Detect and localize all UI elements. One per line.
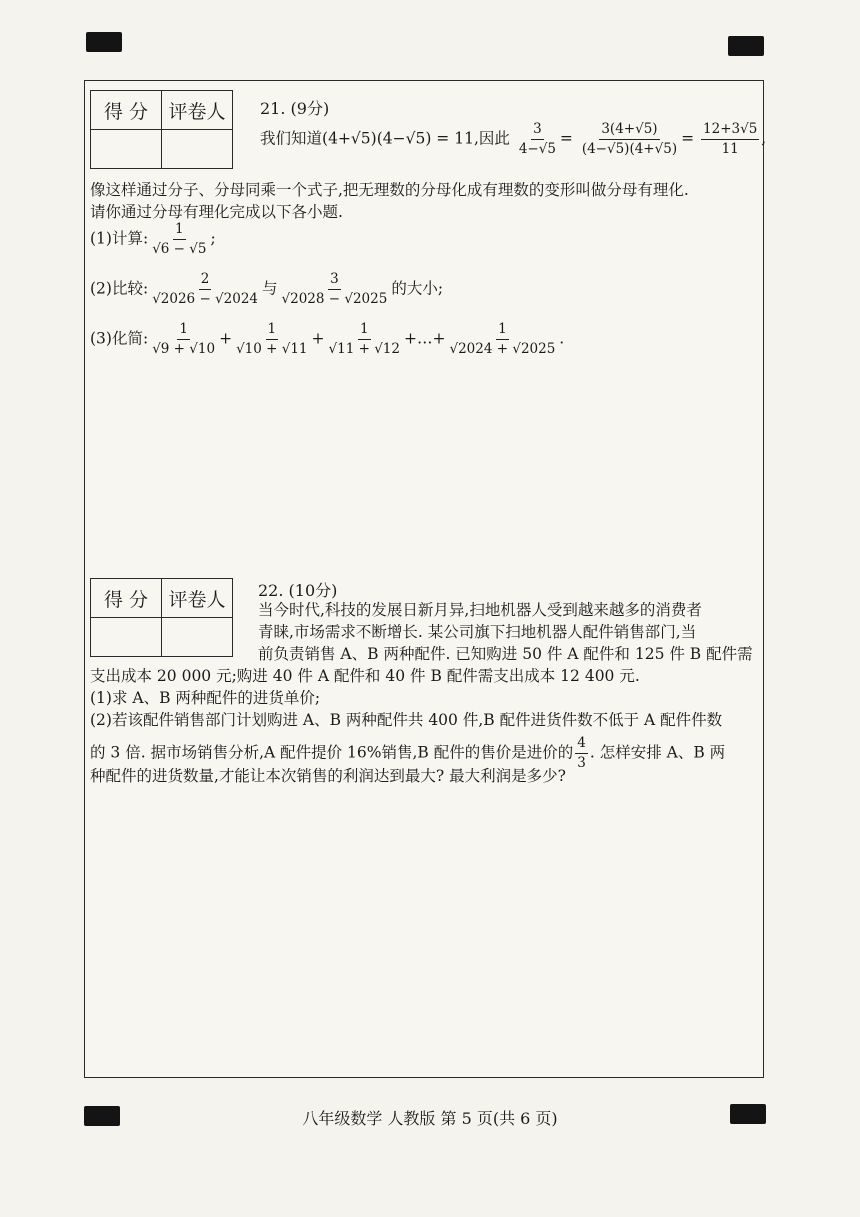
q21-known-prefix: 我们知道: [260, 129, 323, 148]
q21-part-2-end: 的大小;: [391, 279, 444, 298]
q21-frac2-den: (4−√5)(4+√5): [581, 140, 678, 157]
q22-line-8: 种配件的进货数量,才能让本次销售的利润达到最大? 最大利润是多少?: [90, 767, 566, 785]
q21-fraction-1: [517, 122, 558, 157]
q22-fraction-4-3: [575, 736, 588, 771]
q21-p1-den: √6 − √5: [152, 240, 207, 257]
q21-text-1: 像这样通过分子、分母同乘一个式子,把无理数的分母化成有理数的变形叫做分母有理化.: [90, 181, 689, 199]
q21-part-3-dots: +…+: [404, 329, 446, 348]
q21-frac3-den: 11: [721, 140, 739, 157]
q22-score-table: [90, 578, 233, 657]
q21-score-table: [90, 90, 233, 169]
q21-part-3-term-4: [447, 322, 557, 357]
q21-known-line: 我们知道(4+√5)(4−√5) = 11,因此 $\frac{3}{4-√5}$ = $\frac{3(4+√5)}{(4-√5)(4+√5)}$ = $\frac{12+3√5}{11}$ ,: [260, 121, 767, 157]
q21-title: 21. (9分): [260, 99, 330, 118]
q21-part-1-fraction: [150, 222, 208, 257]
q22-grader-header: 评卷人: [162, 579, 233, 618]
q21-part-2-fraction-a: [150, 272, 260, 307]
q21-fraction-3: [701, 122, 759, 157]
q21-part-1: (1)计算: $\frac{1}{√6 - √5}$ ;: [90, 221, 216, 257]
q21-fraction-2: [580, 122, 679, 157]
q21-part-2-mid: 与: [262, 279, 278, 298]
registration-mark-top-right: [728, 36, 764, 56]
q22-line-7-a: 的 3 倍. 据市场销售分析,A 配件提价 16%销售,B 配件的售价是进价的: [90, 743, 574, 762]
q22-frac-den: 3: [577, 754, 586, 771]
q22-score-header: 得 分: [91, 579, 162, 618]
q21-p3t2-num: 1: [266, 322, 279, 340]
q21-score-cell[interactable]: [91, 130, 162, 169]
q22-line-7-b: . 怎样安排 A、B 两: [589, 743, 726, 762]
q21-part-2-fraction-b: [280, 272, 390, 307]
q21-grader-cell[interactable]: [162, 130, 233, 169]
q21-part-2-label: (2)比较:: [90, 279, 149, 298]
q21-part-3: (3)化简: $\frac{1}{√9 + √10}$ + $\frac{1}{√10 + √11}$ + $\frac{1}{√11 + √12}$ +…+ $\frac{1}{√2024 + √2025}$ .: [90, 321, 565, 357]
q21-frac1-den: 4−√5: [518, 140, 556, 157]
q21-p3t2-den: √10 + √11: [236, 340, 308, 357]
q21-p2b-den: √2028 − √2025: [281, 290, 388, 307]
q21-frac1-num: 3: [531, 122, 544, 140]
q21-frac3-num: 12+3√5: [701, 122, 759, 140]
q21-frac2-num: 3(4+√5): [599, 122, 659, 140]
q21-known-expr: (4+√5)(4−√5) = 11,因此: [322, 129, 510, 148]
q22-frac-num: 4: [575, 736, 588, 754]
q22-line-4: 支出成本 20 000 元;购进 40 件 A 配件和 40 件 B 配件需支出成本 12 400 元.: [90, 667, 640, 685]
q21-grader-header: 评卷人: [162, 91, 233, 130]
q22-line-3: 前负责销售 A、B 两种配件. 已知购进 50 件 A 配件和 125 件 B 配件需: [258, 645, 753, 663]
q22-part-2: (2)若该配件销售部门计划购进 A、B 两种配件共 400 件,B 配件进货件数不低于 A 配件件数: [90, 711, 723, 729]
registration-mark-top-left: [86, 32, 122, 52]
q21-p3t1-num: 1: [177, 322, 190, 340]
q21-part-3-term-3: [327, 322, 402, 357]
q22-title: 22. (10分): [258, 581, 338, 600]
q21-p2b-num: 3: [328, 272, 341, 290]
q22-line-2: 青睐,市场需求不断增长. 某公司旗下扫地机器人配件销售部门,当: [258, 623, 697, 641]
q21-p3t4-num: 1: [496, 322, 509, 340]
q22-line-1: 当今时代,科技的发展日新月异,扫地机器人受到越来越多的消费者: [258, 601, 702, 619]
q22-grader-cell[interactable]: [162, 618, 233, 657]
q21-p3t3-den: √11 + √12: [328, 340, 400, 357]
q21-part-3-term-2: [234, 322, 309, 357]
q21-p2a-num: 2: [199, 272, 212, 290]
q21-part-2: [90, 272, 443, 307]
q21-score-header: 得 分: [91, 91, 162, 130]
q21-p2a-den: √2026 − √2024: [152, 290, 258, 307]
q21-p3t3-num: 1: [358, 322, 371, 340]
page-footer: 八年级数学 人教版 第 5 页(共 6 页): [302, 1109, 558, 1128]
q21-text-2: 请你通过分母有理化完成以下各小题.: [90, 203, 343, 221]
q22-score-cell[interactable]: [91, 618, 162, 657]
q21-part-1-label: (1)计算:: [90, 229, 149, 248]
q21-p3t1-den: √9 + √10: [152, 340, 216, 357]
q21-p3t4-den: √2024 + √2025: [449, 340, 556, 357]
q21-part-3-label: (3)化简:: [90, 329, 149, 348]
q22-part-1: (1)求 A、B 两种配件的进货单价;: [90, 689, 321, 707]
q21-part-3-term-1: [150, 322, 217, 357]
q21-p1-num: 1: [173, 222, 186, 240]
